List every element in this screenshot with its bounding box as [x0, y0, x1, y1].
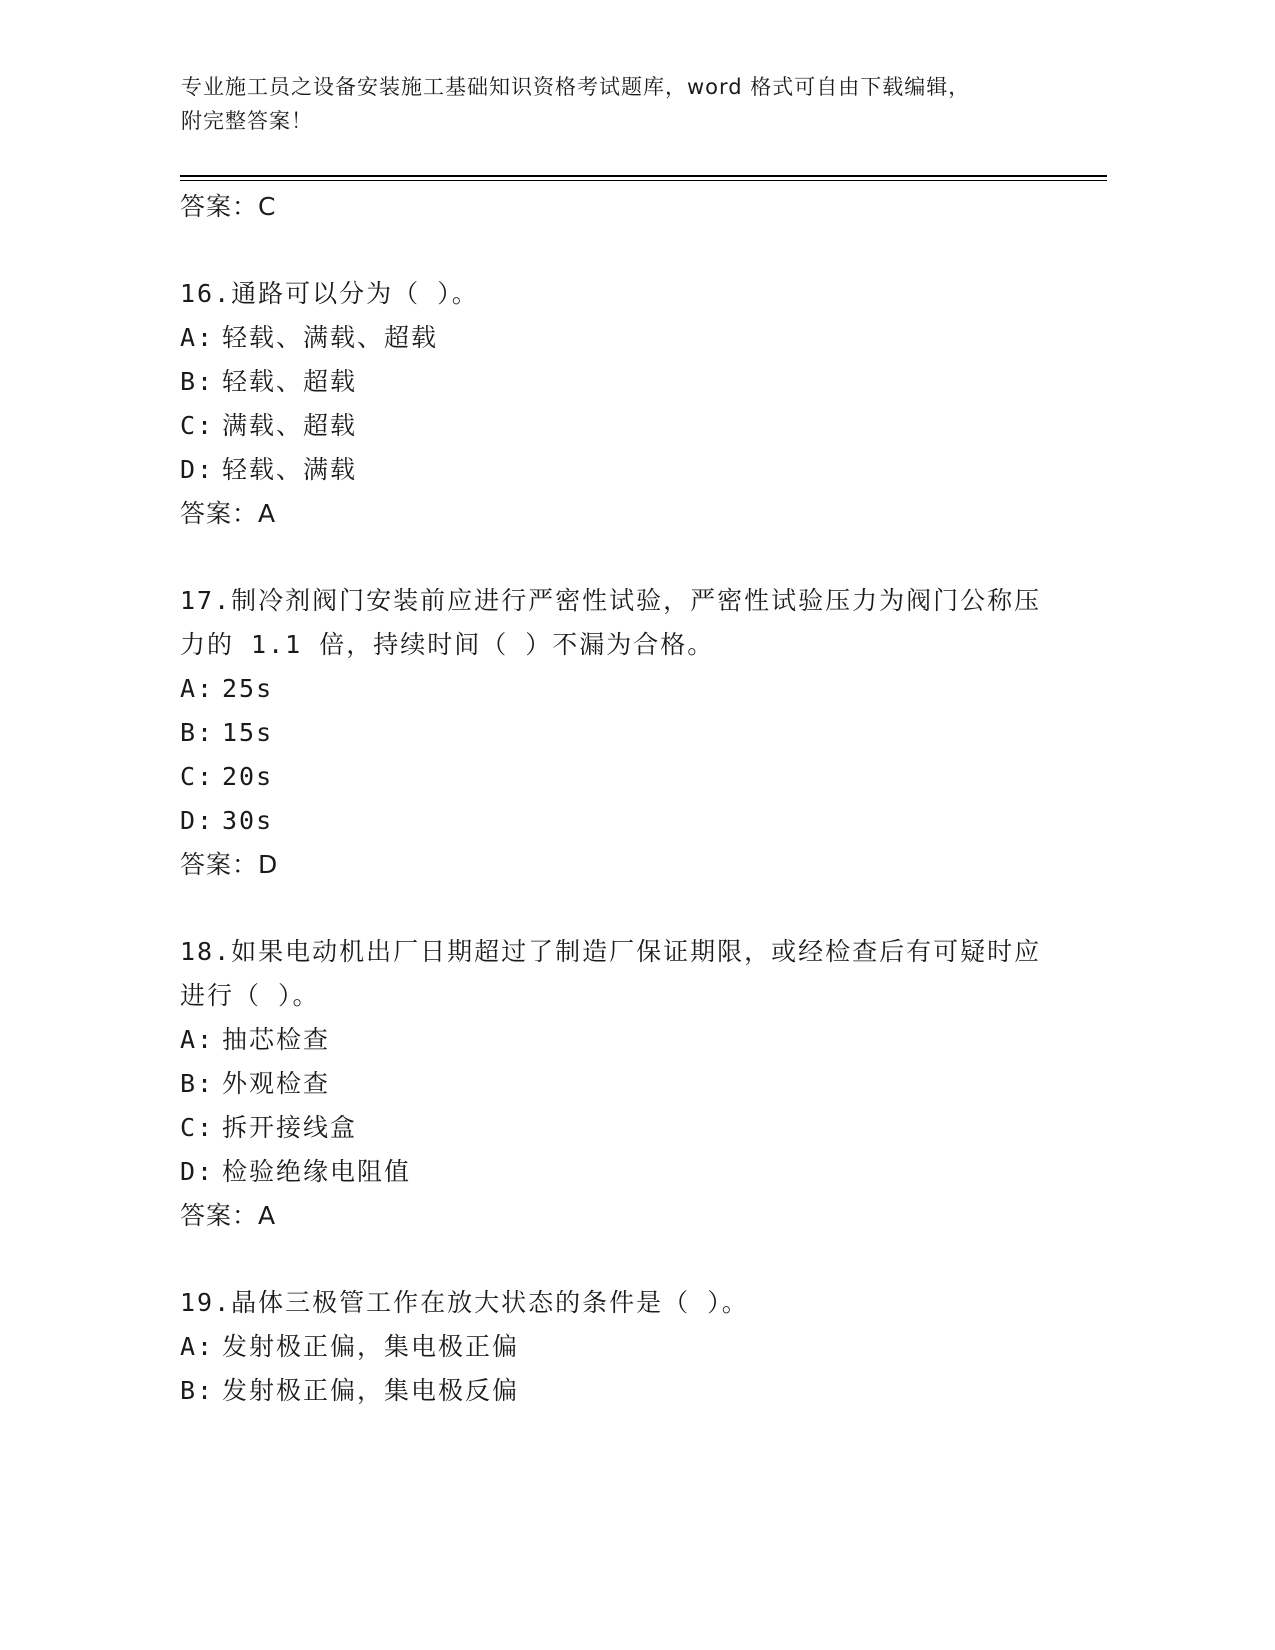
option-c — [180, 755, 1060, 799]
option-letter: A: — [180, 1025, 215, 1054]
option-letter: D: — [180, 806, 215, 835]
header-divider-thin — [180, 180, 1107, 181]
option-letter: A: — [180, 1332, 215, 1361]
option-text: 轻载、满载 — [222, 455, 358, 484]
option-c — [180, 1106, 1060, 1150]
option-d — [180, 1150, 1060, 1194]
option-letter: B: — [180, 367, 215, 396]
header-line-1: 专业施工员之设备安装施工基础知识资格考试题库，word 格式可自由下载编辑， — [181, 75, 971, 99]
option-text: 外观检查 — [222, 1069, 331, 1098]
option-text: 发射极正偏，集电极反偏 — [222, 1376, 520, 1405]
option-b — [180, 360, 1060, 404]
answer-line: 答案：A — [180, 499, 277, 528]
option-text: 25s — [222, 674, 274, 703]
option-text: 20s — [222, 762, 274, 791]
header-line-2: 附完整答案！ — [181, 109, 313, 133]
option-text: 15s — [222, 718, 274, 747]
option-letter: B: — [180, 1069, 215, 1098]
option-letter: A: — [180, 323, 215, 352]
option-letter: C: — [180, 411, 215, 440]
option-letter: B: — [180, 1376, 215, 1405]
option-text: 拆开接线盒 — [222, 1113, 358, 1142]
option-text: 抽芯检查 — [222, 1025, 331, 1054]
document-header — [181, 70, 1061, 138]
option-a — [180, 316, 1060, 360]
question-19 — [180, 1281, 1060, 1413]
answer-line: 答案：C — [180, 192, 277, 221]
question-17 — [180, 579, 1060, 886]
option-letter: C: — [180, 762, 215, 791]
option-text: 轻载、超载 — [222, 367, 358, 396]
option-d — [180, 799, 1060, 843]
option-a — [180, 667, 1060, 711]
option-b — [180, 1369, 1060, 1413]
option-d — [180, 448, 1060, 492]
answer-line: 答案：D — [180, 850, 279, 879]
question-16 — [180, 272, 1060, 535]
question-stem: 17.制冷剂阀门安装前应进行严密性试验，严密性试验压力为阀门公称压力的 1.1 倍，持续时间（ ）不漏为合格。 — [180, 586, 1042, 659]
question-stem: 19.晶体三极管工作在放大状态的条件是（ ）。 — [180, 1288, 749, 1317]
option-letter: A: — [180, 674, 215, 703]
option-text: 发射极正偏，集电极正偏 — [222, 1332, 520, 1361]
option-b — [180, 711, 1060, 755]
question-list — [180, 185, 1060, 1413]
option-text: 满载、超载 — [222, 411, 358, 440]
question-stem: 18.如果电动机出厂日期超过了制造厂保证期限，或经检查后有可疑时应进行（ ）。 — [180, 937, 1042, 1010]
option-letter: D: — [180, 455, 215, 484]
question-18 — [180, 930, 1060, 1237]
option-c — [180, 404, 1060, 448]
option-letter: D: — [180, 1157, 215, 1186]
option-a — [180, 1325, 1060, 1369]
option-letter: C: — [180, 1113, 215, 1142]
option-a — [180, 1018, 1060, 1062]
option-text: 检验绝缘电阻值 — [222, 1157, 412, 1186]
header-divider-thick — [180, 175, 1107, 177]
option-b — [180, 1062, 1060, 1106]
option-text: 轻载、满载、超载 — [222, 323, 439, 352]
answer-line: 答案：A — [180, 1201, 277, 1230]
option-text: 30s — [222, 806, 274, 835]
option-letter: B: — [180, 718, 215, 747]
question-stem: 16.通路可以分为（ ）。 — [180, 279, 479, 308]
